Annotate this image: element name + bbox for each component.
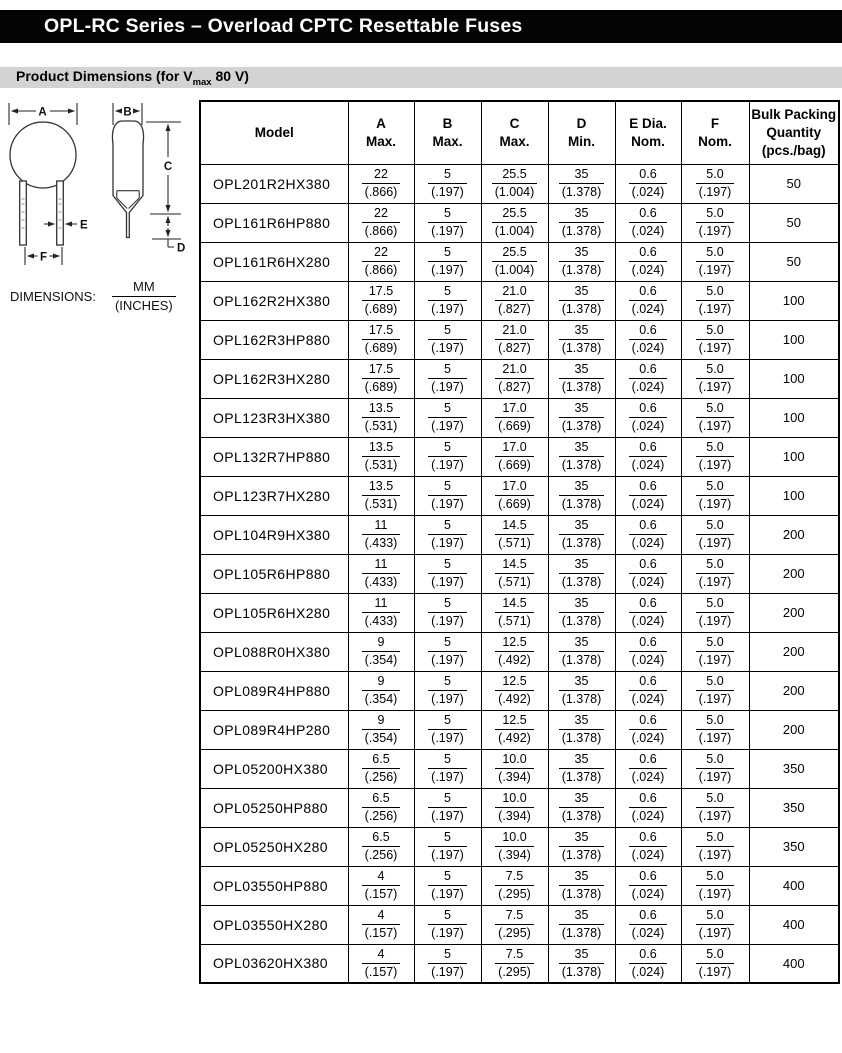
units-fraction bbox=[112, 279, 176, 314]
model-cell: OPL03550HP880 bbox=[200, 866, 348, 905]
dim-e-cell: $\frac{0.6}{(.024)}$ bbox=[615, 359, 681, 398]
dim-f-cell: $\frac{5.0}{(.197)}$ bbox=[681, 164, 749, 203]
section-header-bar bbox=[0, 67, 842, 88]
dim-b-cell: $\frac{5}{(.197)}$ bbox=[414, 632, 481, 671]
dim-f-cell: $\frac{5.0}{(.197)}$ bbox=[681, 398, 749, 437]
model-cell: OPL089R4HP880 bbox=[200, 671, 348, 710]
dim-d-cell: $\frac{35}{(1.378)}$ bbox=[548, 827, 615, 866]
dim-f-cell: $\frac{5.0}{(.197)}$ bbox=[681, 593, 749, 632]
model-cell: OPL132R7HP880 bbox=[200, 437, 348, 476]
table-row bbox=[200, 632, 839, 671]
table-row bbox=[200, 749, 839, 788]
dim-b-cell: $\frac{5}{(.197)}$ bbox=[414, 593, 481, 632]
table-row bbox=[200, 398, 839, 437]
table-header-row bbox=[200, 101, 839, 164]
dim-d-cell: $\frac{35}{(1.378)}$ bbox=[548, 905, 615, 944]
dim-d-cell: $\frac{35}{(1.378)}$ bbox=[548, 320, 615, 359]
table-row bbox=[200, 515, 839, 554]
model-cell: OPL123R3HX380 bbox=[200, 398, 348, 437]
dim-e-cell: $\frac{0.6}{(.024)}$ bbox=[615, 203, 681, 242]
side-body-inner-lines bbox=[117, 191, 139, 209]
dim-e-cell: $\frac{0.6}{(.024)}$ bbox=[615, 671, 681, 710]
left-lead bbox=[20, 181, 27, 245]
table-row bbox=[200, 203, 839, 242]
bulk-qty-cell: 200 bbox=[749, 515, 839, 554]
dim-b-cell: $\frac{5}{(.197)}$ bbox=[414, 515, 481, 554]
col-header-b-max: B Max. bbox=[414, 101, 481, 164]
dim-c-cell: $\frac{21.0}{(.827)}$ bbox=[481, 320, 548, 359]
dim-e-cell: $\frac{0.6}{(.024)}$ bbox=[615, 242, 681, 281]
col-header-a-max: A Max. bbox=[348, 101, 414, 164]
model-cell: OPL03620HX380 bbox=[200, 944, 348, 983]
dim-label-a: A bbox=[38, 106, 47, 119]
dim-c-cell: $\frac{12.5}{(.492)}$ bbox=[481, 710, 548, 749]
dim-a-cell: $\frac{17.5}{(.689)}$ bbox=[348, 320, 414, 359]
dim-e-cell: $\frac{0.6}{(.024)}$ bbox=[615, 632, 681, 671]
dim-c-cell: $\frac{25.5}{(1.004)}$ bbox=[481, 203, 548, 242]
dimensions-label: DIMENSIONS: bbox=[10, 288, 96, 304]
dim-f-cell: $\frac{5.0}{(.197)}$ bbox=[681, 554, 749, 593]
bulk-qty-cell: 100 bbox=[749, 476, 839, 515]
dim-f-cell: $\frac{5.0}{(.197)}$ bbox=[681, 281, 749, 320]
dim-d-cell: $\frac{35}{(1.378)}$ bbox=[548, 632, 615, 671]
dim-c-cell: $\frac{10.0}{(.394)}$ bbox=[481, 827, 548, 866]
table-row bbox=[200, 788, 839, 827]
dim-e-cell: $\frac{0.6}{(.024)}$ bbox=[615, 827, 681, 866]
col-header-model: Model bbox=[200, 101, 348, 164]
lead-crimp-marks bbox=[22, 199, 62, 228]
dim-b-cell: $\frac{5}{(.197)}$ bbox=[414, 554, 481, 593]
model-cell: OPL161R6HP880 bbox=[200, 203, 348, 242]
dim-f-cell: $\frac{5.0}{(.197)}$ bbox=[681, 359, 749, 398]
dim-a-cell: $\frac{22}{(.866)}$ bbox=[348, 203, 414, 242]
bulk-qty-cell: 350 bbox=[749, 788, 839, 827]
dimensions-caption bbox=[10, 279, 176, 314]
col-header-f-nom: F Nom. bbox=[681, 101, 749, 164]
dim-a-cell: $\frac{11}{(.433)}$ bbox=[348, 593, 414, 632]
model-cell: OPL201R2HX380 bbox=[200, 164, 348, 203]
model-cell: OPL162R2HX380 bbox=[200, 281, 348, 320]
table-row bbox=[200, 359, 839, 398]
product-dimensions-table-container bbox=[199, 100, 840, 984]
dim-d-cell: $\frac{35}{(1.378)}$ bbox=[548, 398, 615, 437]
bulk-qty-cell: 350 bbox=[749, 749, 839, 788]
dim-e-cell: $\frac{0.6}{(.024)}$ bbox=[615, 944, 681, 983]
dim-a-cell: $\frac{4}{(.157)}$ bbox=[348, 944, 414, 983]
dim-f-cell: $\frac{5.0}{(.197)}$ bbox=[681, 320, 749, 359]
bulk-qty-cell: 400 bbox=[749, 944, 839, 983]
dim-e-cell: $\frac{0.6}{(.024)}$ bbox=[615, 515, 681, 554]
dim-d-cell: $\frac{35}{(1.378)}$ bbox=[548, 671, 615, 710]
bulk-qty-cell: 50 bbox=[749, 242, 839, 281]
dim-b-cell: $\frac{5}{(.197)}$ bbox=[414, 437, 481, 476]
col-header-bulk-packing: Bulk Packing Quantity (pcs./bag) bbox=[749, 101, 839, 164]
units-mm: MM bbox=[112, 279, 176, 297]
bulk-qty-cell: 100 bbox=[749, 281, 839, 320]
page-title: OPL-RC Series – Overload CPTC Resettable Fuses bbox=[44, 15, 523, 37]
dim-b-cell: $\frac{5}{(.197)}$ bbox=[414, 281, 481, 320]
col-header-e-dia-nom: E Dia. Nom. bbox=[615, 101, 681, 164]
model-cell: OPL088R0HX380 bbox=[200, 632, 348, 671]
dim-b-cell: $\frac{5}{(.197)}$ bbox=[414, 827, 481, 866]
dim-e-cell: $\frac{0.6}{(.024)}$ bbox=[615, 320, 681, 359]
dim-label-f: F bbox=[39, 251, 48, 264]
table-row bbox=[200, 944, 839, 983]
dim-b-cell: $\frac{5}{(.197)}$ bbox=[414, 359, 481, 398]
dim-d-cell: $\frac{35}{(1.378)}$ bbox=[548, 242, 615, 281]
dim-c-cell: $\frac{10.0}{(.394)}$ bbox=[481, 788, 548, 827]
dim-c-cell: $\frac{7.5}{(.295)}$ bbox=[481, 905, 548, 944]
dim-b-cell: $\frac{5}{(.197)}$ bbox=[414, 905, 481, 944]
dim-c-cell: $\frac{17.0}{(.669)}$ bbox=[481, 476, 548, 515]
bulk-qty-cell: 100 bbox=[749, 320, 839, 359]
dim-d-cell: $\frac{35}{(1.378)}$ bbox=[548, 788, 615, 827]
dim-f-cell: $\frac{5.0}{(.197)}$ bbox=[681, 827, 749, 866]
dim-f-cell: $\frac{5.0}{(.197)}$ bbox=[681, 944, 749, 983]
dim-c-cell: $\frac{12.5}{(.492)}$ bbox=[481, 671, 548, 710]
model-cell: OPL161R6HX280 bbox=[200, 242, 348, 281]
dim-a-cell: $\frac{13.5}{(.531)}$ bbox=[348, 398, 414, 437]
dim-f-cell: $\frac{5.0}{(.197)}$ bbox=[681, 671, 749, 710]
product-dimension-diagram bbox=[0, 97, 200, 272]
dim-c-cell: $\frac{14.5}{(.571)}$ bbox=[481, 515, 548, 554]
dim-f-cell: $\frac{5.0}{(.197)}$ bbox=[681, 203, 749, 242]
dim-c-cell: $\frac{17.0}{(.669)}$ bbox=[481, 437, 548, 476]
table-row bbox=[200, 827, 839, 866]
dim-f-cell: $\frac{5.0}{(.197)}$ bbox=[681, 242, 749, 281]
dim-a-cell: $\frac{17.5}{(.689)}$ bbox=[348, 359, 414, 398]
dim-f-cell: $\frac{5.0}{(.197)}$ bbox=[681, 515, 749, 554]
dim-a-cell: $\frac{6.5}{(.256)}$ bbox=[348, 788, 414, 827]
dim-a-cell: $\frac{6.5}{(.256)}$ bbox=[348, 749, 414, 788]
model-cell: OPL089R4HP280 bbox=[200, 710, 348, 749]
vmax-subscript: max bbox=[192, 76, 212, 88]
dim-b-cell: $\frac{5}{(.197)}$ bbox=[414, 320, 481, 359]
dim-c-cell: $\frac{14.5}{(.571)}$ bbox=[481, 593, 548, 632]
table-row bbox=[200, 281, 839, 320]
right-lead bbox=[57, 181, 64, 245]
dim-d-cell: $\frac{35}{(1.378)}$ bbox=[548, 554, 615, 593]
dim-a-cell: $\frac{4}{(.157)}$ bbox=[348, 905, 414, 944]
bulk-qty-cell: 200 bbox=[749, 593, 839, 632]
dim-a-cell: $\frac{22}{(.866)}$ bbox=[348, 242, 414, 281]
dim-a-cell: $\frac{17.5}{(.689)}$ bbox=[348, 281, 414, 320]
dim-d-cell: $\frac{35}{(1.378)}$ bbox=[548, 515, 615, 554]
dim-e-cell: $\frac{0.6}{(.024)}$ bbox=[615, 866, 681, 905]
model-cell: OPL104R9HX380 bbox=[200, 515, 348, 554]
table-row bbox=[200, 866, 839, 905]
table-row bbox=[200, 593, 839, 632]
dim-a-cell: $\frac{9}{(.354)}$ bbox=[348, 710, 414, 749]
dim-a-cell: $\frac{13.5}{(.531)}$ bbox=[348, 476, 414, 515]
dim-f-cell: $\frac{5.0}{(.197)}$ bbox=[681, 905, 749, 944]
dim-b-cell: $\frac{5}{(.197)}$ bbox=[414, 944, 481, 983]
dim-e-cell: $\frac{0.6}{(.024)}$ bbox=[615, 398, 681, 437]
model-cell: OPL05250HP880 bbox=[200, 788, 348, 827]
dim-e-cell: $\frac{0.6}{(.024)}$ bbox=[615, 905, 681, 944]
model-cell: OPL105R6HP880 bbox=[200, 554, 348, 593]
dim-e-cell: $\frac{0.6}{(.024)}$ bbox=[615, 749, 681, 788]
dim-f-cell: $\frac{5.0}{(.197)}$ bbox=[681, 788, 749, 827]
front-view-drawing bbox=[10, 122, 76, 245]
dim-b-cell: $\frac{5}{(.197)}$ bbox=[414, 476, 481, 515]
dim-d-cell: $\frac{35}{(1.378)}$ bbox=[548, 281, 615, 320]
dim-b-cell: $\frac{5}{(.197)}$ bbox=[414, 398, 481, 437]
dim-d-cell: $\frac{35}{(1.378)}$ bbox=[548, 749, 615, 788]
dim-c-cell: $\frac{21.0}{(.827)}$ bbox=[481, 359, 548, 398]
dim-f-cell: $\frac{5.0}{(.197)}$ bbox=[681, 632, 749, 671]
dim-c-cell: $\frac{14.5}{(.571)}$ bbox=[481, 554, 548, 593]
table-row bbox=[200, 671, 839, 710]
dim-c-cell: $\frac{25.5}{(1.004)}$ bbox=[481, 242, 548, 281]
bulk-qty-cell: 400 bbox=[749, 866, 839, 905]
dim-d-cell: $\frac{35}{(1.378)}$ bbox=[548, 437, 615, 476]
model-cell: OPL03550HX280 bbox=[200, 905, 348, 944]
dim-d-cell: $\frac{35}{(1.378)}$ bbox=[548, 710, 615, 749]
bulk-qty-cell: 100 bbox=[749, 437, 839, 476]
dim-label-e: E bbox=[80, 219, 88, 232]
dim-e-cell: $\frac{0.6}{(.024)}$ bbox=[615, 476, 681, 515]
dim-a-cell: $\frac{13.5}{(.531)}$ bbox=[348, 437, 414, 476]
model-cell: OPL05250HX280 bbox=[200, 827, 348, 866]
bulk-qty-cell: 50 bbox=[749, 164, 839, 203]
bulk-qty-cell: 400 bbox=[749, 905, 839, 944]
side-view-drawing bbox=[112, 121, 143, 238]
dim-c-cell: $\frac{21.0}{(.827)}$ bbox=[481, 281, 548, 320]
dim-c-cell: $\frac{17.0}{(.669)}$ bbox=[481, 398, 548, 437]
units-inches: (INCHES) bbox=[114, 297, 173, 313]
dim-label-b: B bbox=[123, 106, 132, 119]
dim-d-cell: $\frac{35}{(1.378)}$ bbox=[548, 476, 615, 515]
dim-b-cell: $\frac{5}{(.197)}$ bbox=[414, 203, 481, 242]
model-cell: OPL05200HX380 bbox=[200, 749, 348, 788]
model-cell: OPL123R7HX280 bbox=[200, 476, 348, 515]
col-header-c-max: C Max. bbox=[481, 101, 548, 164]
dim-c-cell: $\frac{7.5}{(.295)}$ bbox=[481, 944, 548, 983]
bulk-qty-cell: 200 bbox=[749, 632, 839, 671]
dim-b-cell: $\frac{5}{(.197)}$ bbox=[414, 788, 481, 827]
table-row bbox=[200, 437, 839, 476]
table-row bbox=[200, 710, 839, 749]
table-row bbox=[200, 554, 839, 593]
dim-a-cell: $\frac{9}{(.354)}$ bbox=[348, 671, 414, 710]
bulk-qty-cell: 50 bbox=[749, 203, 839, 242]
dim-a-cell: $\frac{11}{(.433)}$ bbox=[348, 554, 414, 593]
bulk-qty-cell: 350 bbox=[749, 827, 839, 866]
dim-e-cell: $\frac{0.6}{(.024)}$ bbox=[615, 281, 681, 320]
side-body-outline bbox=[112, 121, 143, 238]
dim-d-cell: $\frac{35}{(1.378)}$ bbox=[548, 866, 615, 905]
disc-body-outline bbox=[10, 122, 76, 188]
dim-f-cell: $\frac{5.0}{(.197)}$ bbox=[681, 749, 749, 788]
dim-c-cell: $\frac{25.5}{(1.004)}$ bbox=[481, 164, 548, 203]
dim-b-cell: $\frac{5}{(.197)}$ bbox=[414, 242, 481, 281]
dim-c-cell: $\frac{12.5}{(.492)}$ bbox=[481, 632, 548, 671]
dim-e-cell: $\frac{0.6}{(.024)}$ bbox=[615, 164, 681, 203]
dim-e-cell: $\frac{0.6}{(.024)}$ bbox=[615, 710, 681, 749]
table-row bbox=[200, 905, 839, 944]
table-row bbox=[200, 242, 839, 281]
dim-e-cell: $\frac{0.6}{(.024)}$ bbox=[615, 593, 681, 632]
dim-d-cell: $\frac{35}{(1.378)}$ bbox=[548, 164, 615, 203]
dim-d-cell: $\frac{35}{(1.378)}$ bbox=[548, 359, 615, 398]
model-cell: OPL162R3HP880 bbox=[200, 320, 348, 359]
table-row bbox=[200, 320, 839, 359]
section-title: Product Dimensions (for $V_{max}$ 80 V) bbox=[16, 67, 249, 88]
table-row bbox=[200, 164, 839, 203]
dim-f-cell: $\frac{5.0}{(.197)}$ bbox=[681, 710, 749, 749]
dim-e-cell: $\frac{0.6}{(.024)}$ bbox=[615, 788, 681, 827]
dim-f-cell: $\frac{5.0}{(.197)}$ bbox=[681, 476, 749, 515]
bulk-qty-cell: 200 bbox=[749, 710, 839, 749]
dim-label-c: C bbox=[163, 161, 173, 173]
dim-c-cell: $\frac{7.5}{(.295)}$ bbox=[481, 866, 548, 905]
dim-a-cell: $\frac{22}{(.866)}$ bbox=[348, 164, 414, 203]
dim-label-d: D bbox=[177, 242, 186, 255]
dim-a-cell: $\frac{11}{(.433)}$ bbox=[348, 515, 414, 554]
bulk-qty-cell: 100 bbox=[749, 359, 839, 398]
dim-b-cell: $\frac{5}{(.197)}$ bbox=[414, 749, 481, 788]
dim-f-cell: $\frac{5.0}{(.197)}$ bbox=[681, 437, 749, 476]
dim-b-cell: $\frac{5}{(.197)}$ bbox=[414, 164, 481, 203]
dim-b-cell: $\frac{5}{(.197)}$ bbox=[414, 671, 481, 710]
dim-a-cell: $\frac{9}{(.354)}$ bbox=[348, 632, 414, 671]
table-row bbox=[200, 476, 839, 515]
dim-b-cell: $\frac{5}{(.197)}$ bbox=[414, 710, 481, 749]
dim-c-cell: $\frac{10.0}{(.394)}$ bbox=[481, 749, 548, 788]
dim-d-cell: $\frac{35}{(1.378)}$ bbox=[548, 944, 615, 983]
dim-d-cell: $\frac{35}{(1.378)}$ bbox=[548, 593, 615, 632]
bulk-qty-cell: 200 bbox=[749, 671, 839, 710]
page-title-bar bbox=[0, 10, 842, 43]
bulk-qty-cell: 100 bbox=[749, 398, 839, 437]
model-cell: OPL162R3HX280 bbox=[200, 359, 348, 398]
col-header-d-min: D Min. bbox=[548, 101, 615, 164]
bulk-qty-cell: 200 bbox=[749, 554, 839, 593]
table-body bbox=[200, 164, 839, 983]
product-dimensions-table bbox=[199, 100, 840, 984]
dim-a-cell: $\frac{4}{(.157)}$ bbox=[348, 866, 414, 905]
dim-f-cell: $\frac{5.0}{(.197)}$ bbox=[681, 866, 749, 905]
dim-b-cell: $\frac{5}{(.197)}$ bbox=[414, 866, 481, 905]
dim-e-cell: $\frac{0.6}{(.024)}$ bbox=[615, 437, 681, 476]
dim-d-cell: $\frac{35}{(1.378)}$ bbox=[548, 203, 615, 242]
model-cell: OPL105R6HX280 bbox=[200, 593, 348, 632]
dimension-lines bbox=[9, 103, 181, 265]
dim-e-cell: $\frac{0.6}{(.024)}$ bbox=[615, 554, 681, 593]
dim-a-cell: $\frac{6.5}{(.256)}$ bbox=[348, 827, 414, 866]
